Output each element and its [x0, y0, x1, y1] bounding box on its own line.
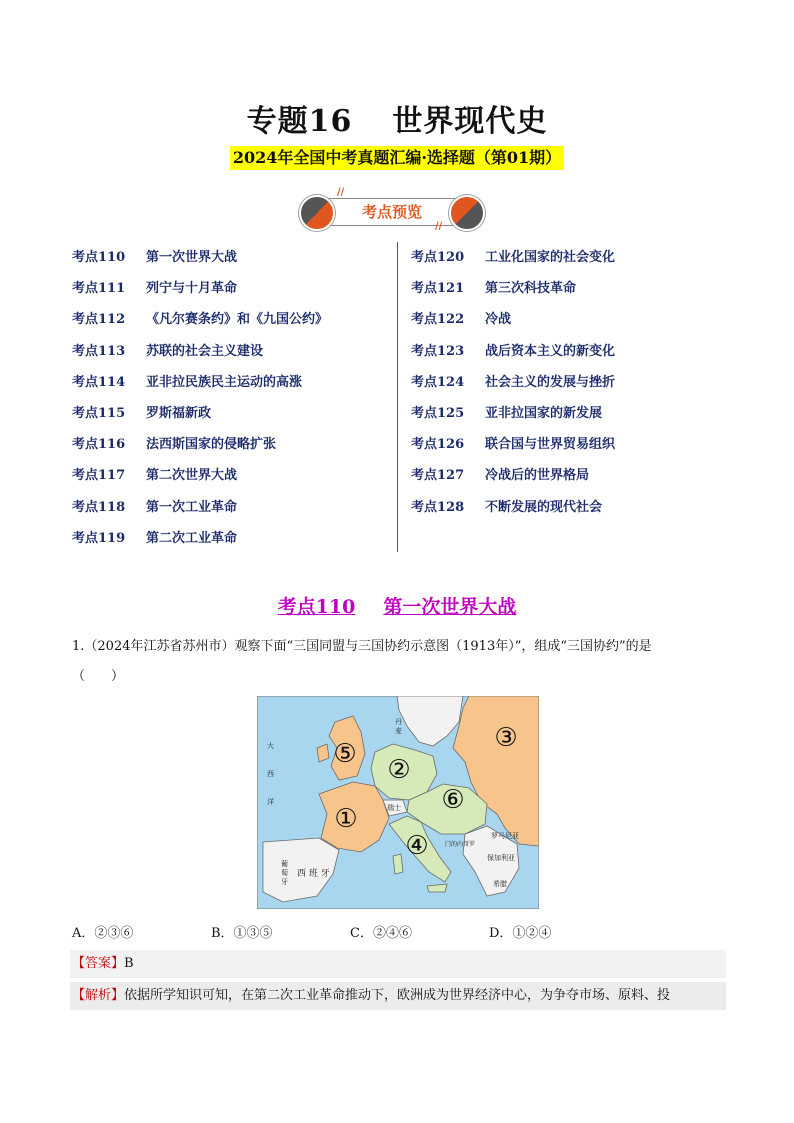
map-marker-2: ② — [387, 755, 411, 785]
map-label: 西 — [267, 770, 274, 778]
analysis-text: 依据所学知识可知，在第二次工业革命推动下，欧洲成为世界经济中心，为争夺市场、原料、投 — [124, 988, 671, 1003]
map-label: 洋 — [267, 798, 274, 806]
map-label: 西 班 牙 — [297, 869, 330, 879]
map-marker-6: ⑥ — [441, 785, 465, 815]
topic-item: 考点122 冷战 — [411, 312, 512, 328]
topic-item: 考点117 第二次世界大战 — [72, 468, 238, 484]
option-b: B．①③⑤ — [211, 926, 273, 941]
question-text: 1.（2024年江苏省苏州市）观察下面“三国同盟与三国协约示意图（1913年）”，组成“三国协约”的是 — [72, 639, 652, 654]
analysis-row — [70, 982, 726, 1010]
preview-banner: // // 考点预览 — [297, 193, 487, 231]
topic-item: 考点113 苏联的社会主义建设 — [72, 343, 264, 359]
topic-item: 考点127 冷战后的世界格局 — [411, 468, 590, 484]
answer-options — [72, 922, 732, 941]
question-1 — [72, 632, 732, 692]
map-label: 麦 — [395, 727, 402, 735]
topic-item: 考点115 罗斯福新政 — [72, 405, 212, 421]
topic-item: 考点111 列宁与十月革命 — [72, 281, 238, 297]
map-label: 罗马尼亚 — [491, 832, 519, 840]
column-divider — [397, 242, 398, 552]
topic-list-right — [411, 246, 615, 527]
map-label: 瑞士 — [387, 804, 401, 812]
analysis-tag: 【解析】 — [72, 988, 125, 1003]
topic-item: 考点114 亚非拉民族民主运动的高涨 — [72, 374, 303, 390]
map-marker-1: ① — [334, 804, 358, 834]
map-label: 大 — [267, 742, 274, 750]
topic-list-left — [72, 246, 328, 558]
topic-item: 考点125 亚非拉国家的新发展 — [411, 405, 603, 421]
question-blank: （ ） — [72, 669, 125, 684]
map-label: 丹 — [395, 718, 402, 726]
option-a: A．②③⑥ — [72, 926, 134, 941]
map-label: 萄 — [281, 869, 288, 877]
map-marker-4: ④ — [405, 831, 429, 861]
topic-item: 考点116 法西斯国家的侵略扩张 — [72, 437, 277, 453]
option-c: C．②④⑥ — [350, 926, 412, 941]
topic-item: 考点123 战后资本主义的新变化 — [411, 343, 616, 359]
option-d: D．①②④ — [489, 926, 552, 941]
map-label: 葡 — [281, 860, 288, 868]
map-marker-5: ⑤ — [333, 739, 357, 769]
topic-item: 考点119 第二次工业革命 — [72, 530, 238, 546]
section-heading: 考点110 第一次世界大战 — [277, 596, 517, 618]
title-subject: 世界现代史 — [392, 104, 548, 139]
map-label: 牙 — [281, 878, 288, 886]
topic-item: 考点121 第三次科技革命 — [411, 281, 577, 297]
map-label: 希腊 — [493, 880, 507, 888]
topic-item: 考点118 第一次工业革命 — [72, 499, 238, 515]
preview-label: 考点预览 — [361, 203, 422, 221]
answer-tag: 【答案】 — [72, 956, 125, 971]
subtitle-highlight: 2024年全国中考真题汇编·选择题（第01期） — [230, 146, 564, 170]
europe-map — [257, 696, 539, 909]
map-label: 门的内哥罗 — [445, 841, 476, 848]
topic-item: 考点124 社会主义的发展与挫折 — [411, 374, 616, 390]
topic-item: 考点112 《凡尔赛条约》和《九国公约》 — [72, 312, 329, 328]
topic-item: 考点110 第一次世界大战 — [72, 250, 238, 265]
topic-item: 考点126 联合国与世界贸易组织 — [411, 437, 616, 453]
topic-item: 考点128 不断发展的现代社会 — [411, 499, 603, 515]
map-label: 保加利亚 — [487, 854, 515, 862]
answer-row — [70, 950, 726, 978]
map-marker-3: ③ — [494, 723, 518, 753]
page-title — [0, 96, 794, 140]
answer-value: B — [124, 956, 134, 971]
topic-item: 考点120 工业化国家的社会变化 — [411, 250, 616, 265]
title-topic: 专题16 — [246, 104, 353, 139]
